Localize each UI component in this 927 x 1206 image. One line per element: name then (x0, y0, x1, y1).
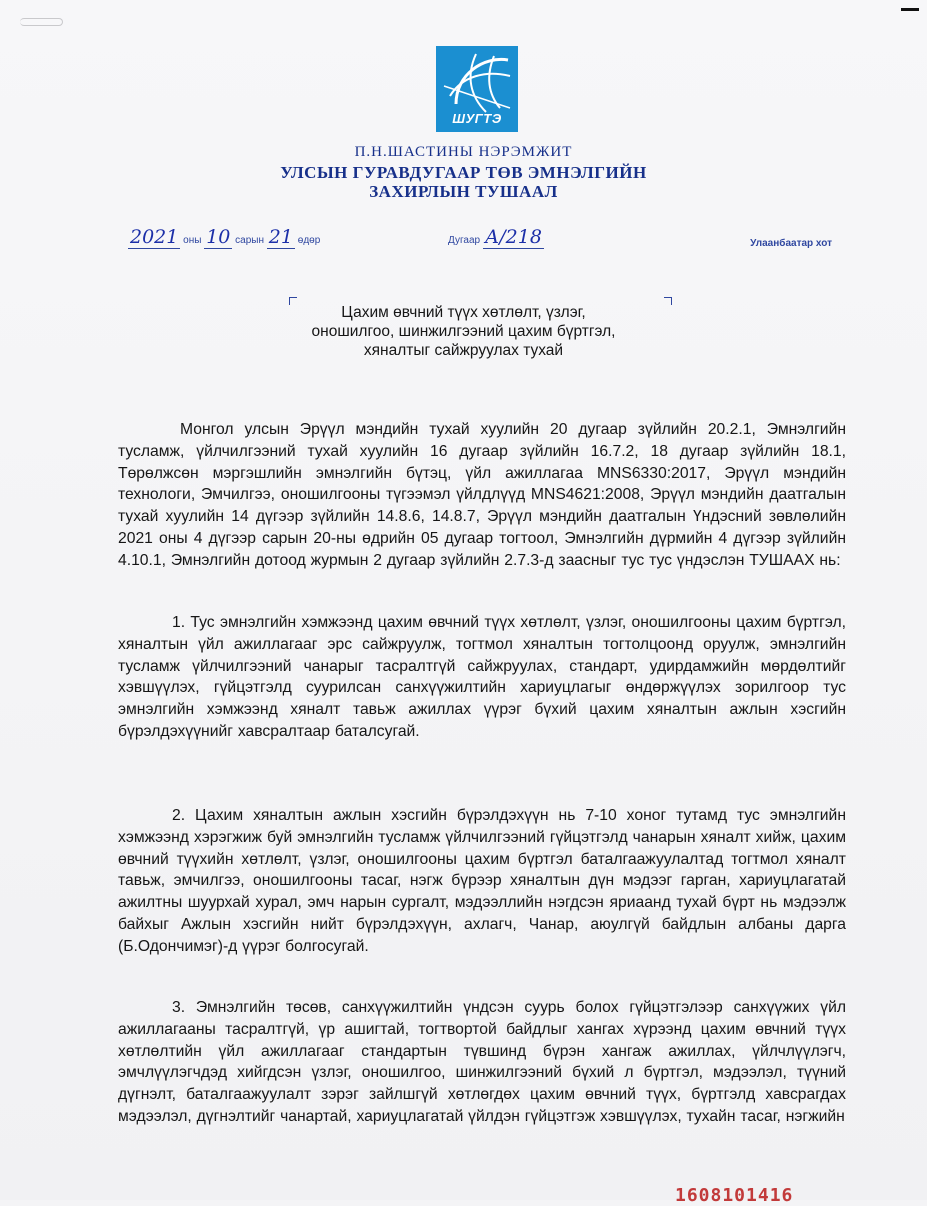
intro-paragraph: Монгол улсын Эрүүл мэндийн тухай хуулийн 20 дугаар зүйлийн 20.2.1, Эмнэлгийн тусламж, үйлчилгээний тухай хуулийн 16 дугаар зүйлийн 16.7.2, 18 дугаар зүйлийн 18.1, Төрөлжсөн мэргэшлийн эмнэлгийн бүтэц, үйл ажиллагаа MNS6330:2017, Эрүүл мэндийн технологи, Эмчилгээ, оношилгооны түгээмэл үйлдлүүд MNS4621:2008, Эрүүл мэндийн даатгалын тухай хуулийн 14 дүгээр зүйлийн 14.8.6, 14.8.7, Эрүүл мэндийн даатгалын Үндэсний зөвлөлийн 2021 оны 4 дүгээр сарын 20-ны өдрийн 05 дугаар тогтоол, Эмнэлгийн дүрмийн 4 дүгээр зүйлийн 4.10.1, Эмнэлгийн дотоод журмын 2 дугаар зүйлийн 2.7.3-д заасныг тус тус үндэслэн ТУШААХ нь: (118, 421, 846, 569)
order-item-1: 1. Тус эмнэлгийн хэмжээнд цахим өвчний түүх хөтлөлт, үзлэг, оношилгооны цахим бүртгэл, хяналтын үйл ажиллагааг эрс сайжруулж, тогтмол хяналтын тогтолцоонд оруулж, эмнэлгийн тусламж үйлчилгээний чанарыг тасралтгүй сайжруулах, стандарт, удирдамжийн мөрдөлтийг хэвшүүлэх, гүйцэтгэлд суурилсан санхүүжилтийн хариуцлагыг өндөржүүлэх зорилгоор тус эмнэлгийн хэмжээнд хяналт тавьж ажиллах үүрэг бүхий цахим хяналтын ажлын хэсгийн бүрэлдэхүүнийг хавсралтаар баталсугай. (118, 614, 846, 740)
order-title: ЗАХИРЛЫН ТУШААЛ (369, 182, 558, 201)
staple-mark (20, 18, 63, 26)
order-number-field (448, 226, 544, 249)
order-number-label: Дугаар (448, 235, 481, 246)
date-year-label: оны (183, 235, 202, 246)
city-label: Улаанбаатар хот (750, 238, 832, 249)
subject-line2: оношилгоо, шинжилгээний цахим бүртгэл, (311, 323, 616, 340)
date-field (128, 226, 320, 249)
date-month-label: сарын (235, 235, 265, 246)
date-month: 10 (206, 226, 231, 248)
order-number: А/218 (484, 226, 542, 248)
subject-line1: Цахим өвчний түүх хөтлөлт, үзлэг, (341, 304, 586, 321)
date-year: 2021 (130, 226, 179, 248)
org-name-line1: П.Н.ШАСТИНЫ НЭРЭМЖИТ (354, 144, 573, 160)
date-day-label: өдөр (297, 235, 321, 246)
logo-text: ШУГТЭ (452, 111, 502, 126)
order-item-2: 2. Цахим хяналтын ажлын хэсгийн бүрэлдэхүүн нь 7-10 хоног тутамд тус эмнэлгийн хэмжээнд хэрэгжиж буй эмнэлгийн тусламж үйлчилгээний гүйцэтгэлд чанарын хяналт хийж, цахим өвчний түүхийн хөтлөлт, үзлэг, оношилгооны цахим бүртгэл баталгаажуулалтад тогтмол хяналт тавьж, эмчилгээ, оношилгооны тасаг, нэгж бүрээр хяналтын дүн мэдээг гарган, хариуцлагатай ажилтны шуурхай хурал, эмч нарын сургалт, мэдээллийн нэгдсэн яриаанд тухай бүрт нь мэдээлж байхыг Ажлын хэсгийн нийт бүрэлдэхүүн, ахлагч, Чанар, аюулгүй байдлын албаны дарга (Б.Одончимэг)-д үүрэг болгосугай. (118, 807, 846, 955)
scan-corner-mark (901, 8, 919, 11)
hospital-logo (436, 46, 518, 132)
date-day: 21 (268, 226, 293, 248)
red-stamp-number: 1608101416 (675, 1185, 794, 1206)
subject-line3: хяналтыг сайжруулах тухай (363, 342, 564, 359)
org-name-line2: УЛСЫН ГУРАВДУГААР ТӨВ ЭМНЭЛГИЙН (280, 163, 647, 182)
order-item-3: 3. Эмнэлгийн төсөв, санхүүжилтийн үндсэн суурь болох гүйцэтгэлээр санхүүжих үйл ажиллагааны тасралтгүй, үр ашигтай, тогтвортой байдлыг хангах хүрээнд цахим өвчний түүх хөтлөлтийн үйл ажиллагааг стандартын түвшинд бүрэн хангаж ажиллах, үйлчлүүлэгч, эмчлүүлэгчдэд хийгдсэн үзлэг, оношилгоо, шинжилгээний бүхий л бүртгэл, мэдээлэл, түүний дүгнэлт, баталгаажуулалт зэрэг зайлшгүй хөтлөгдөх цахим өвчний түүх, бүртгэлд хавсрагдах мэдээлэл, дүгнэлтийг чанартай, хариуцлагатай үйлдэн гүйцэтгэж хэвшүүлэх, тухайн тасаг, нэгжийн (118, 999, 846, 1125)
